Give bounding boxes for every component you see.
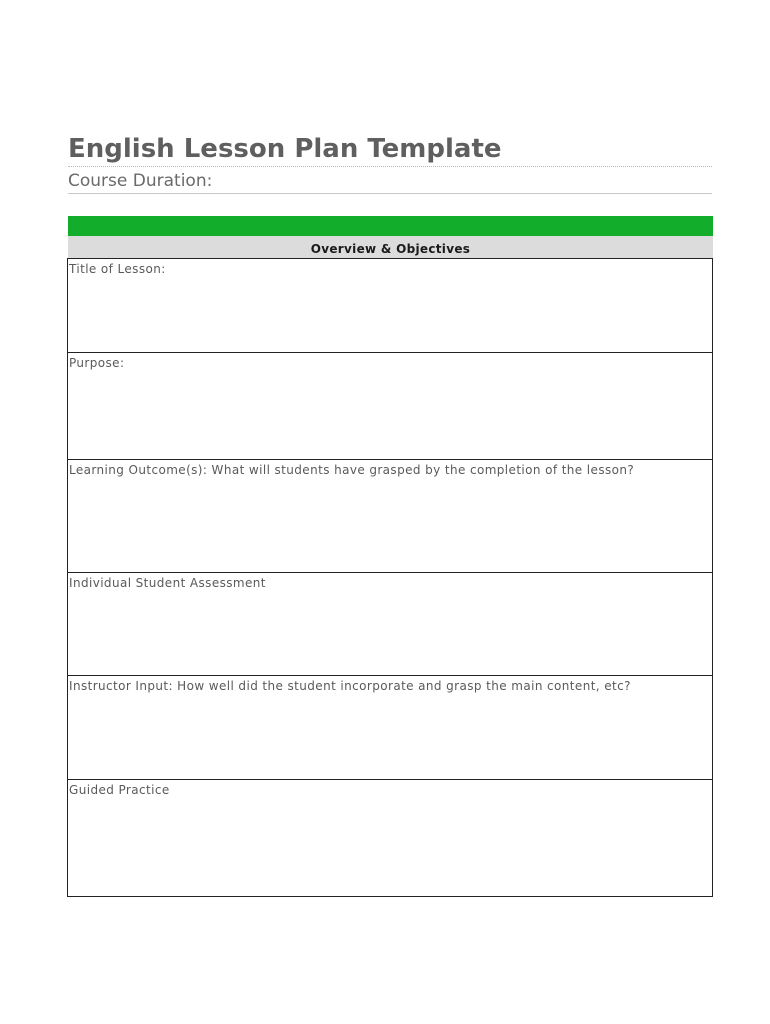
table-row[interactable] bbox=[68, 572, 712, 675]
row-label: Title of Lesson: bbox=[69, 262, 166, 276]
row-label: Individual Student Assessment bbox=[69, 576, 266, 590]
table-row[interactable] bbox=[68, 779, 712, 896]
green-accent-bar bbox=[68, 216, 713, 236]
row-label: Purpose: bbox=[69, 356, 125, 370]
lesson-plan-table bbox=[67, 258, 713, 897]
table-row[interactable] bbox=[68, 459, 712, 572]
table-row[interactable] bbox=[68, 259, 712, 352]
course-duration-label: Course Duration: bbox=[68, 170, 712, 194]
row-label: Instructor Input: How well did the student incorporate and grasp the main content, etc? bbox=[69, 679, 631, 693]
row-label: Learning Outcome(s): What will students have grasped by the completion of the lesson? bbox=[69, 463, 635, 477]
row-label: Guided Practice bbox=[69, 783, 170, 797]
table-row[interactable] bbox=[68, 675, 712, 779]
table-row[interactable] bbox=[68, 352, 712, 459]
section-header: Overview & Objectives bbox=[68, 236, 713, 258]
document-title: English Lesson Plan Template bbox=[68, 132, 712, 167]
